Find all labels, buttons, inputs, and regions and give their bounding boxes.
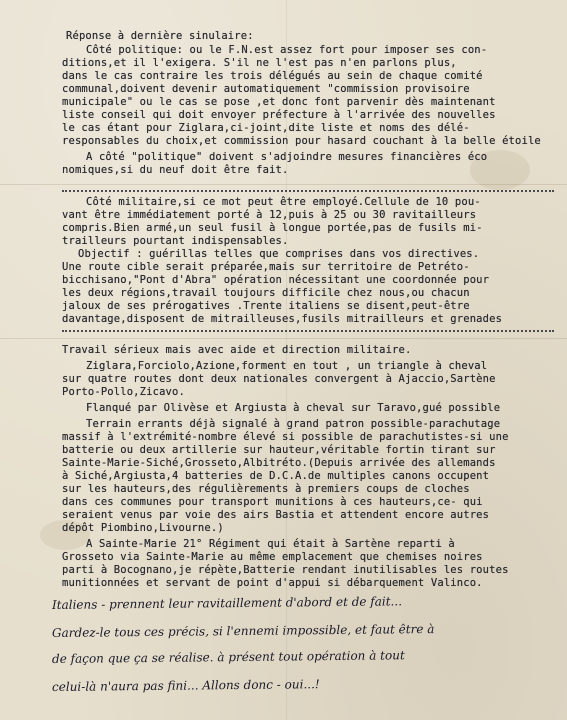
text-line: Travail sérieux mais avec aide et direction militaire. [62, 344, 412, 356]
text-line: Terrain errants déjà signalé à grand patron possible-parachutage [86, 418, 501, 430]
text-line: Une route cible serait préparée,mais sur territoire de Petréto- [62, 261, 470, 273]
text-line: liste conseil qui doit envoyer préfecture à l'arrivée des nouvelles [62, 109, 496, 121]
handwritten-note: celui-là n'aura pas fini... Allons donc - oui...! [51, 677, 320, 694]
text-line: Côté militaire,si ce mot peut être employé.Cellule de 10 pou- [86, 196, 481, 208]
text-line: sur les hauteurs,des régulièrements à premiers coups de cloches [62, 483, 470, 495]
text-line: Porto-Pollo,Zicavo. [62, 386, 185, 398]
text-line: Grosseto via Sainte-Marie au même emplacement que chemises noires [62, 551, 483, 563]
text-line: bicchisano,"Pont d'Abra" opération nécessitant une coordonnée pour [62, 274, 490, 286]
text-line: les deux régions,travail toujours difficile chez nous,ou chacun [62, 287, 470, 299]
handwritten-note: de façon que ça se réalise. à présent tout opération à tout [51, 648, 405, 666]
handwritten-note: Gardez-le tous ces précis, si l'ennemi impossible, et faut être à [51, 621, 435, 640]
text-line: vant être immédiatement porté à 12,puis à 25 ou 30 ravitailleurs [62, 209, 477, 221]
text-line: batterie ou deux artillerie sur hauteur,véritable fortin tirant sur [62, 444, 496, 456]
text-line: trailleurs pourtant indispensables. [62, 235, 289, 247]
text-line: dans le cas contraire les trois délégués au sein de chaque comité [62, 70, 483, 82]
text-line: ditions,et il l'exigera. S'il ne l'est pas n'en parlons plus, [62, 57, 457, 69]
section-separator [62, 190, 554, 192]
text-line: responsables du choix,et commission pour hasard couchant à la belle étoile [62, 135, 541, 147]
text-line: A Sainte-Marie 21° Régiment qui était à Sartène reparti à [86, 538, 455, 550]
text-line: dépôt Piombino,Livourne.) [62, 522, 224, 534]
handwritten-note: Italiens - prennent leur ravitaillement d'abord et de fait... [51, 594, 403, 612]
text-line: Objectif : guérillas telles que comprises dans vos directives. [78, 248, 480, 260]
text-line: dans ces communes pour transport munitions à ces hauteurs,ce- qui [62, 496, 483, 508]
text-line: Flanqué par Olivèse et Argiusta à cheval sur Taravo,gué possible [86, 402, 501, 414]
text-line: parti à Bocognano,je répète,Batterie rendant inutilisables les routes [62, 564, 509, 576]
text-line: le cas étant pour Ziglara,ci-joint,dite liste et noms des délé- [62, 122, 470, 134]
text-line: jaloux de ses prérogatives .Trente italiens se disent,peut-être [62, 300, 470, 312]
section-separator [62, 330, 554, 332]
text-line: Ziglara,Forciolo,Azione,forment en tout , un triangle à cheval [86, 360, 488, 372]
text-line: Côté politique: ou le F.N.est assez fort pour imposer ses con- [86, 44, 488, 56]
text-line: municipale" ou le cas se pose ,et donc font parvenir dès maintenant [62, 96, 496, 108]
text-line: seraient venus par voie des airs Bastia et attendent encore autres [62, 509, 490, 521]
text-line: Sainte-Marie-Siché,Grosseto,Albitréto.(Depuis arrivée des allemands [62, 457, 496, 469]
text-line: sur quatre routes dont deux nationales convergent à Ajaccio,Sartène [62, 373, 496, 385]
text-line: A côté "politique" doivent s'adjoindre mesures financières éco [86, 151, 488, 163]
fold-crease [0, 338, 567, 339]
text-line: munitionnées et servant de point d'appui si débarquement Valinco. [62, 577, 483, 589]
text-line: à Siché,Argiusta,4 batteries de D.C.A.de multiples canons occupent [62, 470, 490, 482]
text-line: massif à l'extrémité-nombre élevé si possible de parachutistes-si une [62, 431, 509, 443]
text-line: nomiques,si du neuf doit être fait. [62, 164, 289, 176]
text-line: davantage,disposent de mitrailleuses,fusils mitrailleurs et grenades [62, 313, 503, 325]
text-line: compris.Bien armé,un seul fusil à longue portée,pas de fusils mi- [62, 222, 483, 234]
document-heading: Réponse à dernière sinulaire: [66, 30, 254, 42]
text-line: communal,doivent devenir automatiquement "commission provisoire [62, 83, 470, 95]
